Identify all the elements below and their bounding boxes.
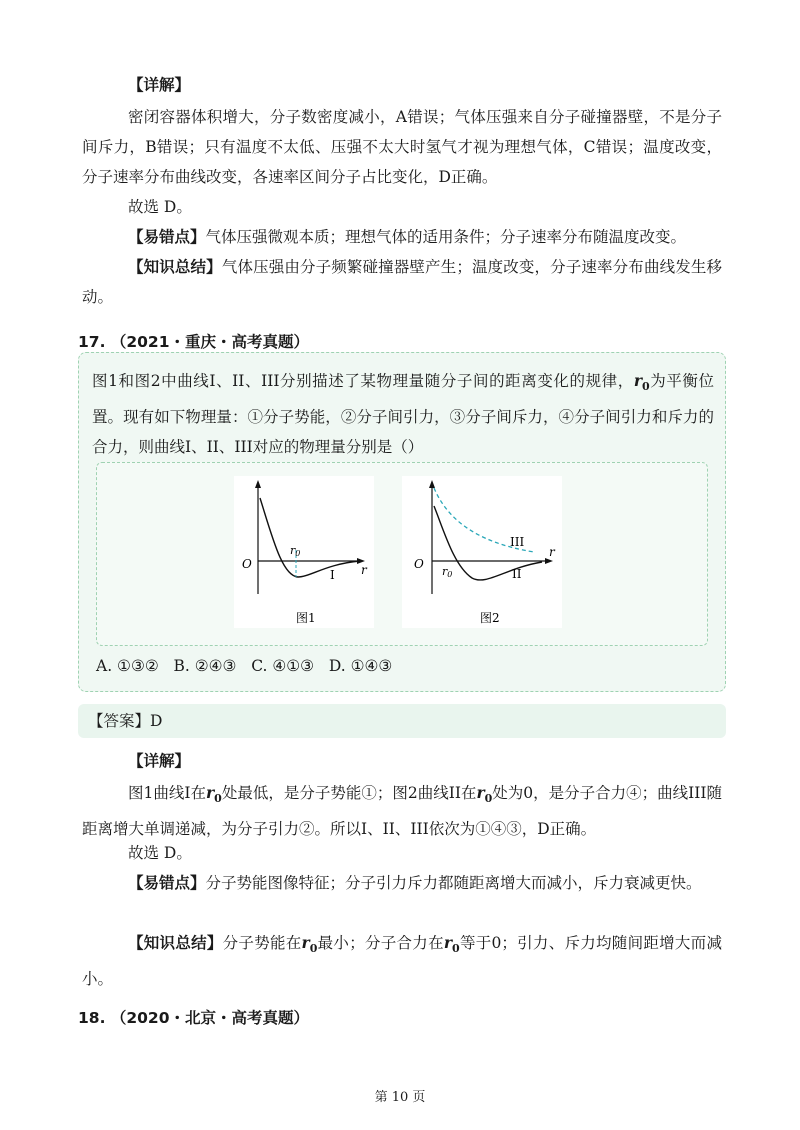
summary-paragraph	[82, 252, 722, 312]
q17-choose-line: 故选 D。	[128, 844, 192, 862]
q17-summary-tag: 【知识总结】	[128, 933, 223, 952]
fig2-axis-label: r	[549, 545, 555, 559]
q17-detail-tag: 【详解】	[128, 751, 191, 770]
r0-symbol: $r_0$	[633, 371, 650, 394]
question-17-stem	[92, 366, 714, 462]
q17-error-tag: 【易错点】	[128, 873, 206, 892]
fig2-r0-label: r0	[442, 565, 453, 579]
q17-error-paragraph	[82, 868, 722, 898]
fig2-curve3-label: III	[510, 535, 525, 549]
detail-tag: 【详解】	[128, 75, 191, 94]
fig1-axis-label: r	[361, 563, 367, 577]
question-18-heading: 18. （2020・北京・高考真题）	[78, 1009, 309, 1027]
q17-summary-paragraph: 【知识总结】分子势能在$r_0$最小；分子合力在$r_0$等于0；引力、斥力均随间距增大而减小。	[82, 933, 722, 989]
r0-symbol: $r_0$	[301, 933, 318, 956]
q17-detail-paragraph: 图1曲线I在$r_0$处最低，是分子势能①；图2曲线II在$r_0$处为0，是分子合力④；曲线III随距离增大单调递减，为分子引力②。所以I、II、III依次为①④③，D正确。	[82, 783, 722, 839]
stem-part-b: 为平衡位置。现有如下物理量：①分子势能，②分子间引力，③分子间斥力，④分子间引力和斥力的合力，则曲线I、II、III对应的物理量分别是（）	[92, 372, 714, 457]
error-tag: 【易错点】	[128, 227, 206, 246]
q17-error-text: 分子势能图像特征；分子引力斥力都随距离增大而减小，斥力衰减更快。	[205, 874, 702, 892]
fig1-caption: 图1	[296, 611, 316, 625]
question-17-heading: 17. （2021・重庆・高考真题）	[78, 333, 309, 351]
summary-tag: 【知识总结】	[128, 257, 222, 276]
fig1-curve-label: I	[330, 568, 335, 582]
figure-1	[234, 476, 374, 628]
fig1-origin-label: O	[242, 557, 252, 571]
fig2-caption: 图2	[480, 611, 500, 625]
r0-symbol: $r_0$	[443, 933, 460, 956]
error-text: 气体压强微观本质；理想气体的适用条件；分子速率分布随温度改变。	[205, 228, 687, 246]
stem-part-a: 图1和图2中曲线I、II、III分别描述了某物理量随分子间的距离变化的规律，	[92, 372, 634, 390]
choose-line: 故选 D。	[128, 198, 192, 216]
r0-symbol: $r_0$	[206, 783, 222, 806]
fig2-origin-label: O	[414, 557, 424, 571]
fig1-r0-label: r0	[290, 544, 301, 558]
fig2-curve2-label: II	[512, 567, 522, 581]
page-number: 第 10 页	[374, 1090, 426, 1105]
r0-symbol: $r_0$	[476, 783, 493, 806]
summary-text: 气体压强由分子频繁碰撞器壁产生；温度改变，分子速率分布曲线发生移动。	[82, 258, 722, 306]
answer-options: A. ①③② B. ②④③ C. ④①③ D. ①④③	[96, 657, 393, 675]
answer-bar: 【答案】D	[78, 704, 726, 738]
error-point-paragraph	[82, 222, 722, 252]
figure-2	[402, 476, 562, 628]
detail-paragraph: 密闭容器体积增大，分子数密度减小，A错误；气体压强来自分子碰撞器壁，不是分子间斥力，B错误；只有温度不太低、压强不太大时氢气才视为理想气体，C错误；温度改变，分子速率分布曲线改变，各速率区间分子占比变化，D正确。	[82, 108, 722, 186]
